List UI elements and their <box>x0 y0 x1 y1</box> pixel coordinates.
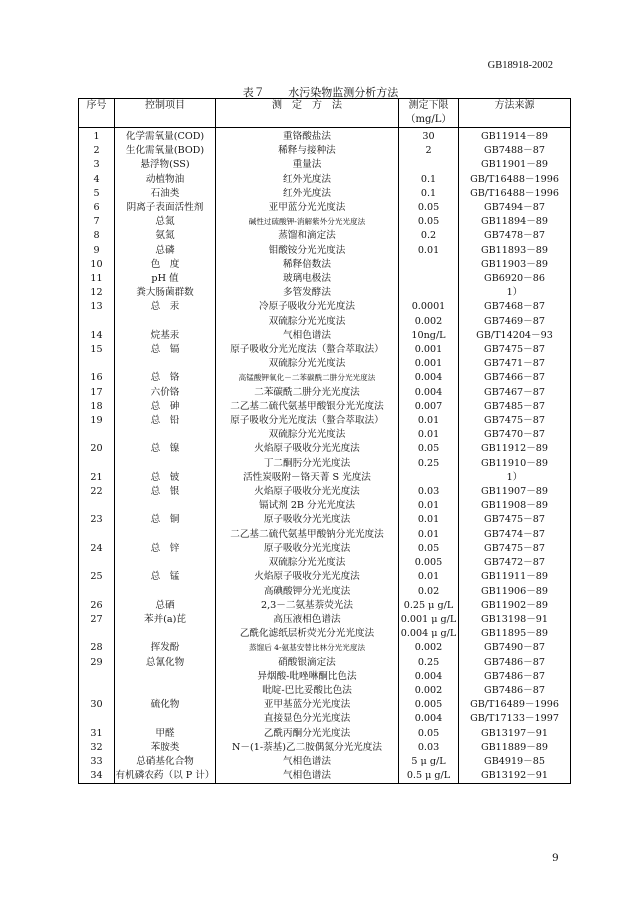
cell-limit <box>399 258 459 272</box>
cell-method: 钼酸铵分光光度法 <box>216 244 399 258</box>
cell-item: 总 镍 <box>115 442 216 456</box>
cell-seq <box>79 556 115 570</box>
cell-limit: 0.2 <box>399 229 459 243</box>
cell-seq: 17 <box>79 386 115 400</box>
cell-source: GB7469－87 <box>459 315 571 329</box>
cell-item: 总 砷 <box>115 400 216 414</box>
table-header-row <box>79 99 571 128</box>
cell-seq: 29 <box>79 656 115 670</box>
column-header-item: 控制项目 <box>115 99 216 128</box>
table-row <box>79 769 571 784</box>
cell-item <box>115 499 216 513</box>
cell-seq: 11 <box>79 272 115 286</box>
cell-method: 吡啶-巴比妥酸比色法 <box>216 684 399 698</box>
cell-source: GB7494－87 <box>459 201 571 215</box>
cell-source: GB7472－87 <box>459 556 571 570</box>
cell-limit: 0.004 <box>399 712 459 726</box>
cell-method: 双硫腙分光光度法 <box>216 315 399 329</box>
cell-seq <box>79 357 115 371</box>
table-row <box>79 599 571 613</box>
cell-limit: 0.05 <box>399 442 459 456</box>
table-row <box>79 158 571 172</box>
table-row <box>79 499 571 513</box>
cell-limit: 0.03 <box>399 741 459 755</box>
table-row <box>79 457 571 471</box>
table-row <box>79 386 571 400</box>
monitoring-methods-table <box>78 98 571 784</box>
cell-limit: 0.05 <box>399 201 459 215</box>
table-row <box>79 215 571 229</box>
cell-limit: 0.05 <box>399 215 459 229</box>
cell-limit: 0.002 <box>399 315 459 329</box>
cell-source: GB11894－89 <box>459 215 571 229</box>
page-number: 9 <box>552 852 559 864</box>
cell-item: 石油类 <box>115 187 216 201</box>
cell-source: GB7466－87 <box>459 371 571 385</box>
cell-method: N－(1-萘基)乙二胺偶氮分光光度法 <box>216 741 399 755</box>
column-header-method: 测 定 方 法 <box>216 99 399 128</box>
cell-limit: 0.001 μ g/L <box>399 613 459 627</box>
cell-source: GB/T14204－93 <box>459 329 571 343</box>
cell-limit: 0.02 <box>399 585 459 599</box>
table-row <box>79 556 571 570</box>
cell-method: 二苯碳酰二肼分光光度法 <box>216 386 399 400</box>
table-number: 表７ <box>242 86 265 99</box>
cell-limit: 0.001 <box>399 343 459 357</box>
cell-item: 硫化物 <box>115 698 216 712</box>
cell-source: GB7467－87 <box>459 386 571 400</box>
table-row <box>79 286 571 300</box>
cell-method: 二乙基二硫代氨基甲酸钠分光光度法 <box>216 528 399 542</box>
table-row <box>79 442 571 456</box>
table-row <box>79 128 571 145</box>
cell-item: 总 汞 <box>115 300 216 314</box>
cell-limit: 0.007 <box>399 400 459 414</box>
cell-source: GB13197－91 <box>459 727 571 741</box>
table-row <box>79 627 571 641</box>
cell-item: 总磷 <box>115 244 216 258</box>
cell-item: 六价铬 <box>115 386 216 400</box>
cell-seq: 30 <box>79 698 115 712</box>
table-row <box>79 201 571 215</box>
cell-method: 高碘酸钾分光光度法 <box>216 585 399 599</box>
table-row <box>79 755 571 769</box>
cell-limit: 10ng/L <box>399 329 459 343</box>
cell-method: 双硫腙分光光度法 <box>216 357 399 371</box>
cell-method: 异烟酸-吡唑啉酮比色法 <box>216 670 399 684</box>
cell-method: 火焰原子吸收分光光度法 <box>216 485 399 499</box>
cell-item: 甲醛 <box>115 727 216 741</box>
cell-method: 原子吸收分光光度法（螯合萃取法） <box>216 414 399 428</box>
cell-method: 原子吸收分光光度法 <box>216 513 399 527</box>
cell-source: GB/T16489－1996 <box>459 698 571 712</box>
cell-seq: 18 <box>79 400 115 414</box>
cell-seq: 22 <box>79 485 115 499</box>
cell-item: 总氰化物 <box>115 656 216 670</box>
table-row <box>79 570 571 584</box>
cell-source: GB7468－87 <box>459 300 571 314</box>
cell-source: GB7490－87 <box>459 641 571 655</box>
table-row <box>79 414 571 428</box>
cell-limit: 0.25 <box>399 457 459 471</box>
cell-source: GB7486－87 <box>459 670 571 684</box>
cell-item <box>115 585 216 599</box>
cell-method: 蒸馏后 4-氨基安替比林分光光度法 <box>216 641 399 655</box>
cell-seq: 33 <box>79 755 115 769</box>
cell-seq: 13 <box>79 300 115 314</box>
cell-seq <box>79 428 115 442</box>
table-row <box>79 684 571 698</box>
cell-method: 冷原子吸收分光光度法 <box>216 300 399 314</box>
table-row <box>79 542 571 556</box>
cell-seq: 14 <box>79 329 115 343</box>
table-row <box>79 428 571 442</box>
cell-method: 原子吸收分光光度法（螯合萃取法） <box>216 343 399 357</box>
cell-method: 亚甲蓝分光光度法 <box>216 201 399 215</box>
table-row <box>79 329 571 343</box>
cell-source: GB11911－89 <box>459 570 571 584</box>
cell-item <box>115 670 216 684</box>
cell-limit: 0.25 μ g/L <box>399 599 459 613</box>
cell-source: GB11893－89 <box>459 244 571 258</box>
cell-method: 双硫腙分光光度法 <box>216 556 399 570</box>
table-title: 水污染物监测分析方法 <box>288 86 399 99</box>
cell-seq: 26 <box>79 599 115 613</box>
cell-limit: 30 <box>399 128 459 145</box>
cell-limit: 0.001 <box>399 357 459 371</box>
cell-limit <box>399 272 459 286</box>
cell-method: 硝酸银滴定法 <box>216 656 399 670</box>
table-body <box>79 128 571 784</box>
cell-seq: 20 <box>79 442 115 456</box>
cell-item <box>115 712 216 726</box>
table-row <box>79 315 571 329</box>
cell-method: 稀释与接种法 <box>216 144 399 158</box>
cell-method: 原子吸收分光光度法 <box>216 542 399 556</box>
cell-limit: 0.004 <box>399 371 459 385</box>
cell-limit: 0.005 <box>399 698 459 712</box>
column-header-seq: 序号 <box>79 99 115 128</box>
cell-item: 化学需氧量(COD) <box>115 128 216 145</box>
cell-seq: 34 <box>79 769 115 784</box>
cell-method: 2,3－二氨基萘荧光法 <box>216 599 399 613</box>
cell-item: 苯并(a)芘 <box>115 613 216 627</box>
cell-method: 稀释倍数法 <box>216 258 399 272</box>
cell-item: 烷基汞 <box>115 329 216 343</box>
table-row <box>79 670 571 684</box>
table-row <box>79 244 571 258</box>
cell-source: GB11912－89 <box>459 442 571 456</box>
cell-item: 总 铜 <box>115 513 216 527</box>
cell-seq: 7 <box>79 215 115 229</box>
cell-source: GB6920－86 <box>459 272 571 286</box>
cell-item <box>115 528 216 542</box>
cell-limit: 0.01 <box>399 528 459 542</box>
limit-header-line1: 测定下限 <box>408 100 449 111</box>
cell-method: 蒸馏和滴定法 <box>216 229 399 243</box>
table-row <box>79 471 571 485</box>
cell-source: GB11908－89 <box>459 499 571 513</box>
table-row <box>79 741 571 755</box>
cell-seq <box>79 670 115 684</box>
cell-seq: 9 <box>79 244 115 258</box>
cell-item: 总氮 <box>115 215 216 229</box>
cell-seq: 27 <box>79 613 115 627</box>
cell-limit: 0.01 <box>399 499 459 513</box>
cell-source: GB4919－85 <box>459 755 571 769</box>
cell-method: 高压液相色谱法 <box>216 613 399 627</box>
cell-item <box>115 357 216 371</box>
cell-method: 亚甲基蓝分光光度法 <box>216 698 399 712</box>
cell-source: GB11903－89 <box>459 258 571 272</box>
cell-source: GB11902－89 <box>459 599 571 613</box>
table-row <box>79 485 571 499</box>
table-row <box>79 513 571 527</box>
cell-source: GB11895－89 <box>459 627 571 641</box>
cell-limit: 0.002 <box>399 641 459 655</box>
cell-method: 活性炭吸附－铬天菁 S 光度法 <box>216 471 399 485</box>
cell-method: 气相色谱法 <box>216 329 399 343</box>
table-row <box>79 343 571 357</box>
cell-method: 火焰原子吸收分光光度法 <box>216 570 399 584</box>
cell-item: 色 度 <box>115 258 216 272</box>
table-row <box>79 528 571 542</box>
cell-method: 火焰原子吸收分光光度法 <box>216 442 399 456</box>
cell-seq: 16 <box>79 371 115 385</box>
cell-seq: 21 <box>79 471 115 485</box>
cell-seq: 12 <box>79 286 115 300</box>
cell-limit: 0.004 μ g/L <box>399 627 459 641</box>
cell-source: GB11906－89 <box>459 585 571 599</box>
standard-code: GB18918-2002 <box>487 60 553 71</box>
cell-method: 多管发酵法 <box>216 286 399 300</box>
cell-source: GB11907－89 <box>459 485 571 499</box>
cell-method: 气相色谱法 <box>216 769 399 784</box>
cell-item <box>115 627 216 641</box>
cell-seq: 32 <box>79 741 115 755</box>
cell-source: GB/T16488－1996 <box>459 173 571 187</box>
cell-source: 1） <box>459 286 571 300</box>
cell-seq: 31 <box>79 727 115 741</box>
table-row <box>79 712 571 726</box>
cell-method: 气相色谱法 <box>216 755 399 769</box>
cell-source: GB7486－87 <box>459 684 571 698</box>
limit-header-line2: （mg/L） <box>405 114 452 125</box>
table-row <box>79 371 571 385</box>
cell-item <box>115 556 216 570</box>
cell-source: GB7475－87 <box>459 414 571 428</box>
cell-source: GB/T16488－1996 <box>459 187 571 201</box>
cell-seq: 10 <box>79 258 115 272</box>
cell-limit: 0.004 <box>399 386 459 400</box>
cell-limit: 0.002 <box>399 684 459 698</box>
cell-limit: 0.0001 <box>399 300 459 314</box>
cell-seq: 1 <box>79 128 115 145</box>
cell-seq <box>79 528 115 542</box>
cell-limit: 0.005 <box>399 556 459 570</box>
cell-method: 镉试剂 2B 分光光度法 <box>216 499 399 513</box>
cell-limit: 0.5 μ g/L <box>399 769 459 784</box>
table-row <box>79 144 571 158</box>
cell-item: 总 锌 <box>115 542 216 556</box>
cell-limit: 0.01 <box>399 428 459 442</box>
cell-limit: 0.1 <box>399 173 459 187</box>
cell-item: 动植物油 <box>115 173 216 187</box>
cell-seq <box>79 627 115 641</box>
cell-item: 总 铍 <box>115 471 216 485</box>
cell-limit: 5 μ g/L <box>399 755 459 769</box>
table-row <box>79 698 571 712</box>
cell-source: GB7475－87 <box>459 542 571 556</box>
cell-limit: 0.25 <box>399 656 459 670</box>
cell-item: 粪大肠菌群数 <box>115 286 216 300</box>
cell-item: 悬浮物(SS) <box>115 158 216 172</box>
table-row <box>79 272 571 286</box>
cell-source: GB11889－89 <box>459 741 571 755</box>
cell-seq: 3 <box>79 158 115 172</box>
cell-item: 苯胺类 <box>115 741 216 755</box>
table-row <box>79 229 571 243</box>
cell-method: 二乙基二硫代氨基甲酸银分光光度法 <box>216 400 399 414</box>
cell-seq: 2 <box>79 144 115 158</box>
cell-item: 总 镉 <box>115 343 216 357</box>
cell-item: 总 铅 <box>115 414 216 428</box>
cell-method: 乙酰丙酮分光光度法 <box>216 727 399 741</box>
cell-item: 总硝基化合物 <box>115 755 216 769</box>
cell-limit <box>399 471 459 485</box>
cell-item: 总 银 <box>115 485 216 499</box>
cell-item: 总 铬 <box>115 371 216 385</box>
table-row <box>79 727 571 741</box>
cell-source: GB7486－87 <box>459 656 571 670</box>
cell-source: GB11910－89 <box>459 457 571 471</box>
cell-item <box>115 457 216 471</box>
cell-limit: 0.01 <box>399 244 459 258</box>
cell-method: 红外光度法 <box>216 173 399 187</box>
cell-method: 乙酰化滤纸层析荧光分光光度法 <box>216 627 399 641</box>
cell-item <box>115 315 216 329</box>
cell-item: 氨氮 <box>115 229 216 243</box>
cell-method: 重铬酸盐法 <box>216 128 399 145</box>
cell-item: 挥发酚 <box>115 641 216 655</box>
cell-limit: 0.004 <box>399 670 459 684</box>
table-row <box>79 300 571 314</box>
table-row <box>79 258 571 272</box>
cell-source: GB7471－87 <box>459 357 571 371</box>
cell-method: 丁二酮肟分光光度法 <box>216 457 399 471</box>
table-row <box>79 613 571 627</box>
cell-source: GB7485－87 <box>459 400 571 414</box>
cell-seq: 19 <box>79 414 115 428</box>
table-row <box>79 585 571 599</box>
cell-source: GB13198－91 <box>459 613 571 627</box>
cell-seq: 4 <box>79 173 115 187</box>
cell-source: GB11901－89 <box>459 158 571 172</box>
cell-source: GB/T17133－1997 <box>459 712 571 726</box>
cell-seq <box>79 315 115 329</box>
cell-seq <box>79 712 115 726</box>
cell-seq: 5 <box>79 187 115 201</box>
cell-limit: 0.01 <box>399 570 459 584</box>
cell-seq: 24 <box>79 542 115 556</box>
table-row <box>79 656 571 670</box>
cell-item <box>115 684 216 698</box>
cell-seq: 25 <box>79 570 115 584</box>
cell-limit: 0.01 <box>399 513 459 527</box>
table-row <box>79 400 571 414</box>
column-header-limit <box>399 99 459 128</box>
cell-method: 双硫腙分光光度法 <box>216 428 399 442</box>
table-row <box>79 357 571 371</box>
cell-seq <box>79 457 115 471</box>
cell-seq <box>79 499 115 513</box>
cell-source: GB7475－87 <box>459 343 571 357</box>
cell-source: GB11914－89 <box>459 128 571 145</box>
cell-limit: 0.05 <box>399 542 459 556</box>
cell-item: pH 值 <box>115 272 216 286</box>
cell-seq: 15 <box>79 343 115 357</box>
table-row <box>79 187 571 201</box>
cell-limit: 0.05 <box>399 727 459 741</box>
cell-method: 直接显色分光光度法 <box>216 712 399 726</box>
cell-item: 生化需氧量(BOD) <box>115 144 216 158</box>
cell-method: 玻璃电极法 <box>216 272 399 286</box>
cell-seq: 8 <box>79 229 115 243</box>
cell-method: 重量法 <box>216 158 399 172</box>
cell-item <box>115 428 216 442</box>
cell-method: 高锰酸钾氧化－二苯碳酰二肼分光光度法 <box>216 371 399 385</box>
cell-seq: 6 <box>79 201 115 215</box>
cell-seq <box>79 684 115 698</box>
cell-limit: 0.1 <box>399 187 459 201</box>
cell-limit <box>399 158 459 172</box>
cell-limit: 0.03 <box>399 485 459 499</box>
cell-source: GB7474－87 <box>459 528 571 542</box>
cell-limit <box>399 286 459 300</box>
cell-item: 总 锰 <box>115 570 216 584</box>
cell-source: 1） <box>459 471 571 485</box>
cell-source: GB7488－87 <box>459 144 571 158</box>
cell-source: GB7478－87 <box>459 229 571 243</box>
cell-item: 阴离子表面活性剂 <box>115 201 216 215</box>
cell-seq: 23 <box>79 513 115 527</box>
cell-item: 有机磷农药（以 P 计） <box>115 769 216 784</box>
cell-seq: 28 <box>79 641 115 655</box>
column-header-source: 方法来源 <box>459 99 571 128</box>
cell-item: 总硒 <box>115 599 216 613</box>
table-row <box>79 173 571 187</box>
cell-source: GB7470－87 <box>459 428 571 442</box>
table-row <box>79 641 571 655</box>
cell-source: GB13192－91 <box>459 769 571 784</box>
cell-limit: 2 <box>399 144 459 158</box>
cell-source: GB7475－87 <box>459 513 571 527</box>
cell-method: 碱性过硫酸钾-消解紫外分光光度法 <box>216 215 399 229</box>
cell-seq <box>79 585 115 599</box>
cell-method: 红外光度法 <box>216 187 399 201</box>
cell-limit: 0.01 <box>399 414 459 428</box>
